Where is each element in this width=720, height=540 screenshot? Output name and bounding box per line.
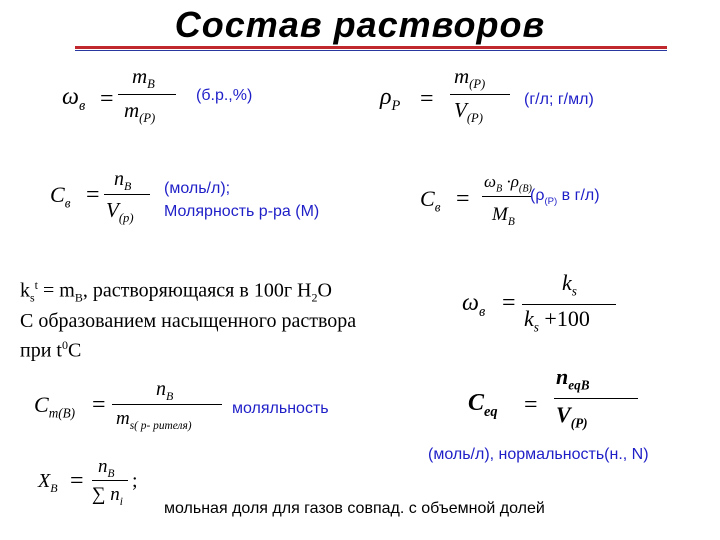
solubility-line-1: $k_s^t = m_B$, растворяющаяся в 100г $H_2O$ (20, 278, 332, 305)
page-title: Состав растворов (174, 4, 546, 45)
molarity-name: Молярность р-ра (M) (164, 203, 320, 220)
density-units: (г/л; г/мл) (524, 91, 594, 108)
solubility-line-3: при $t^0C$ (20, 338, 82, 362)
mole-fraction-note: мольная доля для газов совпад. с объемной долей (164, 500, 545, 517)
mass-fraction-units: (б.р.,%) (196, 87, 253, 104)
molarity-units: (моль/л); (164, 180, 231, 197)
density-hint: ($\rho_{(P)}$ в г/л) (530, 187, 600, 208)
solubility-line-2: С образованием насыщенного раствора (20, 310, 357, 332)
title-rule-red (75, 46, 667, 49)
normality-label: (моль/л), нормальность(н., N) (428, 446, 649, 463)
molality-label: моляльность (232, 400, 329, 417)
title-rule-blue (75, 50, 667, 51)
